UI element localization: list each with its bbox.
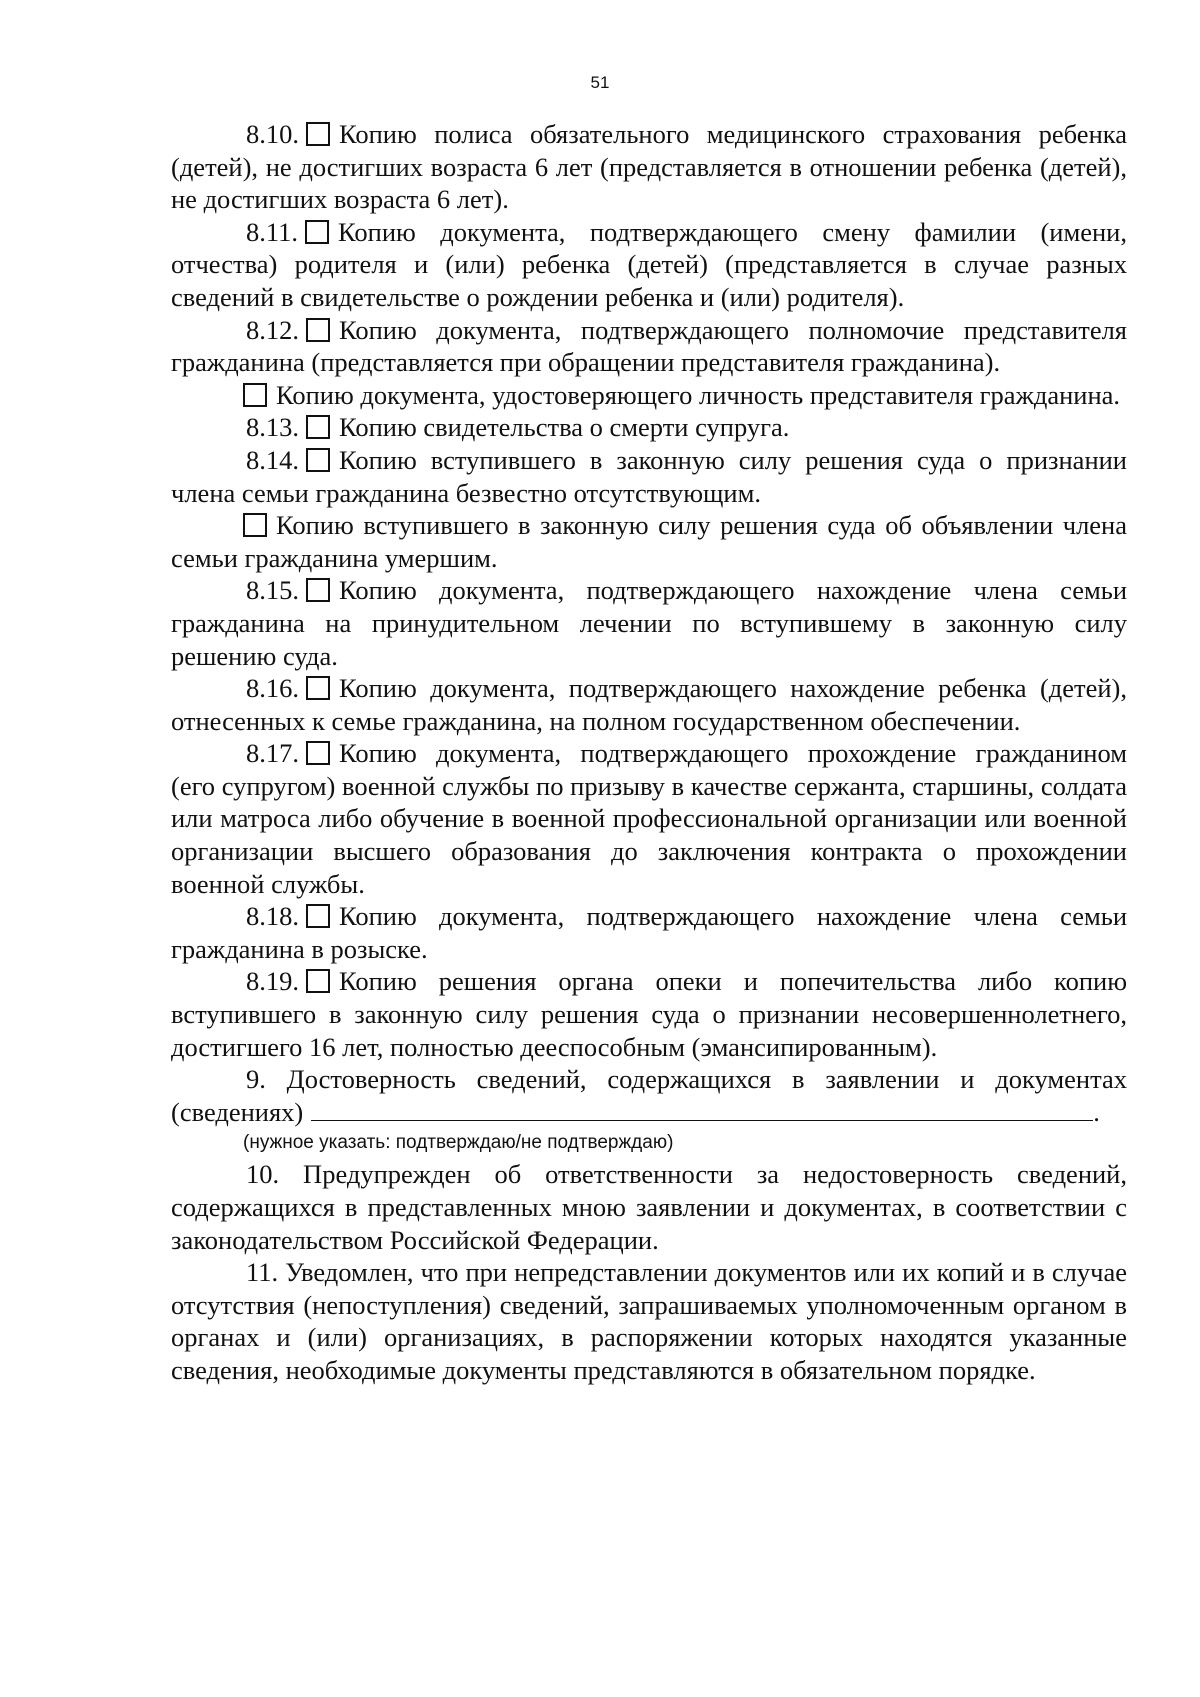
page-number: 51 <box>590 73 610 92</box>
item-8-14 <box>171 444 1127 509</box>
item-text: Копию вступившего в законную силу решения суда об объявлении члена семьи гражданина умершим. <box>171 510 1127 573</box>
item-8-18 <box>171 900 1127 965</box>
item-text: Копию документа, подтверждающего нахождение члена семьи гражданина на принудительном лечении по вступившему в законную силу решению суда. <box>171 575 1127 671</box>
paragraph-11: 11. Уведомлен, что при непредставлении документов или их копий и в случае отсутствия (непоступления) сведений, запрашиваемых уполномоченным органом в органах и (или) организациях, в распоряжении которых находятся указанные сведения, необходимые документы представляются в обязательном порядке. <box>171 1257 1127 1385</box>
item-number: 8.14. <box>246 444 299 475</box>
checkbox[interactable] <box>306 415 330 439</box>
fill-in-hint: (нужное указать: подтверждаю/не подтверждаю) <box>243 1132 674 1154</box>
item-number: 8.15. <box>246 575 299 606</box>
item-text: Копию документа, подтверждающего смену фамилии (имени, отчества) родителя и (или) ребенка (детей) (представляется в случае разных сведений в свидетельстве о рождении ребенка и (или) родителя). <box>171 216 1127 312</box>
item-number: 8.11. <box>246 216 299 247</box>
item-number: 8.17. <box>246 738 299 769</box>
item-text: Копию полиса обязательного медицинского страхования ребенка (детей), не достигших возраста 6 лет (представляется в отношении ребенка (детей), не достигших возраста 6 лет). <box>171 119 1127 215</box>
checkbox[interactable] <box>305 220 329 244</box>
item-text: Копию документа, удостоверяющего личность представителя гражданина. <box>276 379 1121 410</box>
checkbox[interactable] <box>306 122 330 146</box>
checkbox[interactable] <box>306 676 330 700</box>
checkbox[interactable] <box>306 578 330 602</box>
checkbox[interactable] <box>243 513 267 537</box>
checkbox[interactable] <box>306 741 330 765</box>
item-8-15 <box>171 574 1127 672</box>
item-text: Копию решения органа опеки и попечительства либо копию вступившего в законную силу решения суда о признании несовершеннолетнего, достигшего 16 лет, полностью дееспособным (эмансипированным). <box>171 966 1127 1062</box>
document-body <box>171 118 1127 1387</box>
item-8-11 <box>171 216 1127 314</box>
item-8-13 <box>171 411 1127 444</box>
checkbox[interactable] <box>243 383 267 407</box>
checkbox[interactable] <box>306 318 330 342</box>
item-8-17 <box>171 737 1127 900</box>
item-number: 8.18. <box>246 901 299 932</box>
checkbox[interactable] <box>306 904 330 928</box>
item-8-19 <box>171 965 1127 1063</box>
item-number: 8.12. <box>246 314 299 345</box>
paragraph-9 <box>171 1063 1127 1128</box>
paragraph-10: 10. Предупрежден об ответственности за недостоверность сведений, содержащихся в представленных мною заявлении и документах, в соответствии с законодательством Российской Федерации. <box>171 1159 1127 1255</box>
paragraph-text: 9. Достоверность сведений, содержащихся в заявлении и документах (сведениях) <box>171 1064 1127 1127</box>
item-number: 8.10. <box>246 119 299 149</box>
item-text: Копию документа, подтверждающего полномочие представителя гражданина (представляется при обращении представителя гражданина). <box>171 314 1127 378</box>
item-number: 8.16. <box>246 673 299 704</box>
item-8-16 <box>171 672 1127 737</box>
fill-in-line[interactable] <box>311 1119 1093 1121</box>
item-number: 8.13. <box>246 412 299 443</box>
item-number: 8.19. <box>246 966 299 997</box>
item-8-14-sub <box>171 509 1127 574</box>
item-text: Копию документа, подтверждающего нахождение члена семьи гражданина в розыске. <box>171 901 1127 964</box>
item-text: Копию вступившего в законную силу решения суда о признании члена семьи гражданина безвестно отсутствующим. <box>171 444 1127 508</box>
checkbox[interactable] <box>306 448 330 472</box>
item-text: Копию свидетельства о смерти супруга. <box>339 412 790 443</box>
line-end: . <box>1093 1096 1100 1127</box>
item-text: Копию документа, подтверждающего нахождение ребенка (детей), отнесенных к семье гражданина, на полном государственном обеспечении. <box>171 673 1127 736</box>
item-8-10 <box>171 118 1127 216</box>
item-8-12-sub <box>171 379 1127 412</box>
item-8-12 <box>171 314 1127 379</box>
item-text: Копию документа, подтверждающего прохождение гражданином (его супругом) военной службы по призыву в качестве сержанта, старшины, солдата или матроса либо обучение в военной профессиональной организации или военной организации высшего образования до заключения контракта о прохождении военной службы. <box>171 738 1127 899</box>
checkbox[interactable] <box>306 969 330 993</box>
